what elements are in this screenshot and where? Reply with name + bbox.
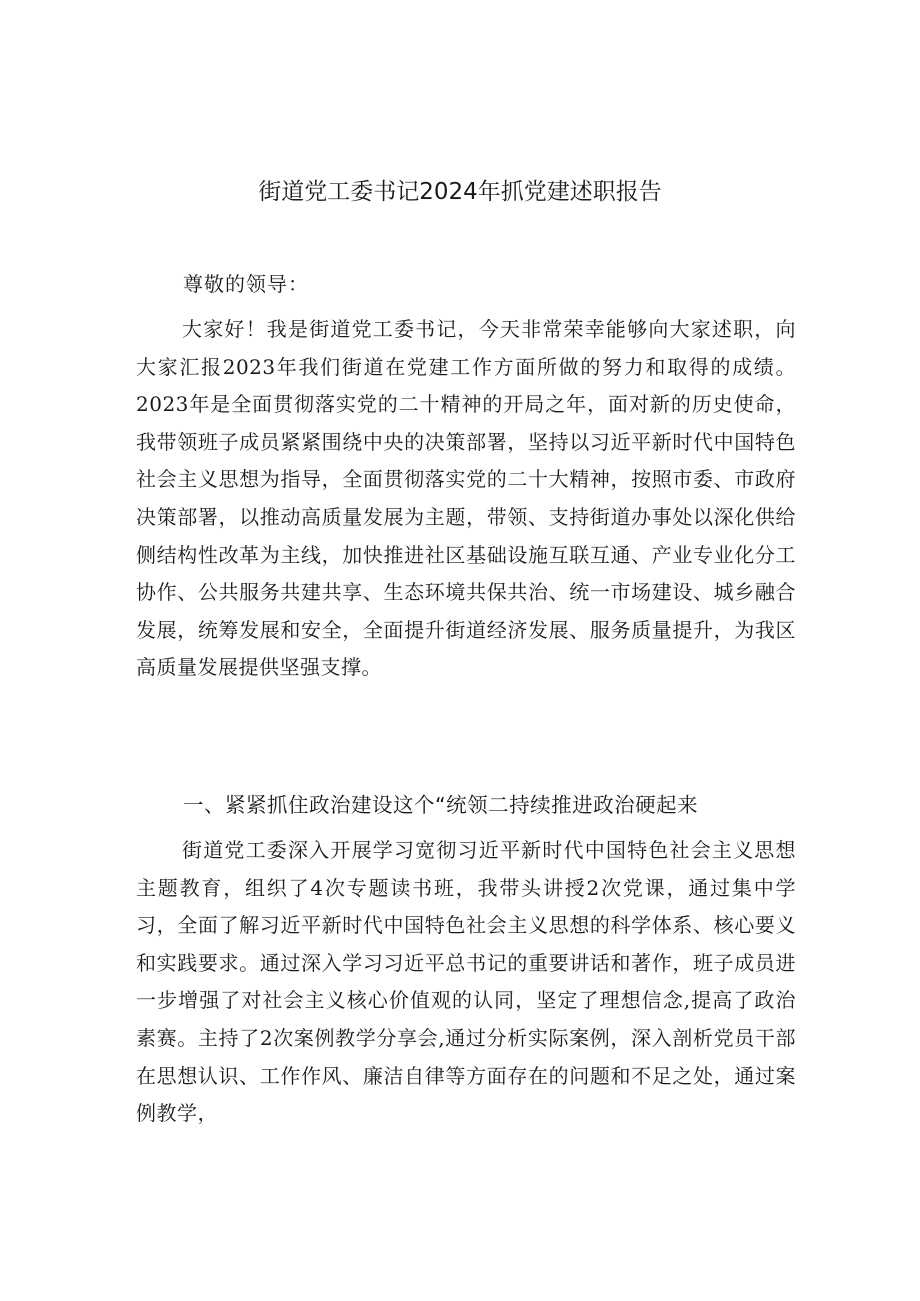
section-heading-1: 一、紧紧抓住政治建设这个“统领二持续推进政治硬起来	[183, 793, 699, 817]
paragraph-section-1: 街道党工委深入开展学习宽彻习近平新时代中国特色社会主义思想主题教育，组织了4次专题读书班，我带头讲授2次党课，通过集中学习，全面了解习近平新时代中国特色社会主义思想的科学体系、核心要义和实践要求。通过深入学习习近平总书记的重要讲话和著作，班子成员进一步增强了对社会主义核心价值观的认同，坚定了理想信念,提高了政治素赛。主持了2次案例教学分享会,通过分析实际案例，深入剖析党员干部在思想认识、工作作风、廉洁自律等方面存在的问题和不足之处，通过案例教学，	[136, 838, 796, 1126]
salutation: 尊敬的领导：	[183, 272, 309, 296]
paragraph-opening: 大家好！我是街道党工委书记，今天非常荣幸能够向大家述职，向大家汇报2023年我们街道在党建工作方面所做的努力和取得的成绩。2023年是全面贯彻落实党的二十精神的开局之年，面对新的历史使命，我带领班子成员紧紧围绕中央的决策部署，坚持以习近平新时代中国特色社会主义思想为指导，全面贯彻落实党的二十大精神，按照市委、市政府决策部署，以推动高质量发展为主题，带领、支持街道办事处以深化供给侧结构性改革为主线，加快推进社区基础设施互联互通、产业专业化分工协作、公共服务共建共享、生态环境共保共治、统一市场建设、城乡融合发展，统筹发展和安全，全面提升街道经济发展、服务质量提升，为我区高质量发展提供坚强支撑。	[136, 317, 796, 680]
document-title: 街道党工委书记2024年抓党建述职报告	[258, 179, 662, 205]
